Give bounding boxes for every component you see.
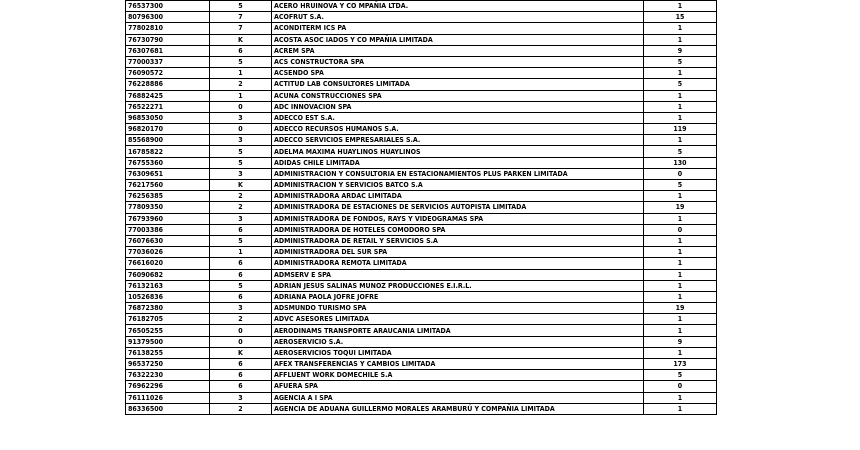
count-cell: 1	[644, 258, 717, 269]
table-row	[126, 235, 717, 246]
check-digit-cell: 1	[210, 90, 272, 101]
rut-cell: 96820170	[126, 124, 210, 135]
check-digit-cell: 2	[210, 191, 272, 202]
check-digit-cell: 2	[210, 314, 272, 325]
count-cell: 9	[644, 336, 717, 347]
rut-cell: 76522271	[126, 101, 210, 112]
rut-cell: 76616020	[126, 258, 210, 269]
table-row	[126, 280, 717, 291]
company-name-cell: ACERO HRUINOVA Y CO MPAÑIA LTDA.	[272, 1, 644, 12]
table-row	[126, 157, 717, 168]
count-cell: 1	[644, 314, 717, 325]
company-name-cell: ADECCO EST S.A.	[272, 112, 644, 123]
table-row	[126, 124, 717, 135]
check-digit-cell: 6	[210, 224, 272, 235]
table-row	[126, 381, 717, 392]
count-cell: 19	[644, 202, 717, 213]
table-row	[126, 291, 717, 302]
rut-cell: 77802810	[126, 23, 210, 34]
check-digit-cell: K	[210, 34, 272, 45]
count-cell: 1	[644, 68, 717, 79]
check-digit-cell: 6	[210, 269, 272, 280]
company-name-cell: ADMINISTRACION Y CONSULTORIA EN ESTACIONAMIENTOS PLUS PARKEN LIMITADA	[272, 168, 644, 179]
rut-cell: 76882425	[126, 90, 210, 101]
table-row	[126, 347, 717, 358]
check-digit-cell: 6	[210, 359, 272, 370]
count-cell: 173	[644, 359, 717, 370]
rut-cell: 77809350	[126, 202, 210, 213]
count-cell: 5	[644, 370, 717, 381]
table-row	[126, 45, 717, 56]
count-cell: 5	[644, 146, 717, 157]
table-row	[126, 213, 717, 224]
check-digit-cell: 6	[210, 381, 272, 392]
check-digit-cell: K	[210, 180, 272, 191]
check-digit-cell: 2	[210, 202, 272, 213]
count-cell: 15	[644, 12, 717, 23]
company-name-cell: ADRIAN JESUS SALINAS MUNOZ PRODUCCIONES E.I.R.L.	[272, 280, 644, 291]
table-row	[126, 269, 717, 280]
count-cell: 9	[644, 45, 717, 56]
rut-cell: 91379500	[126, 336, 210, 347]
count-cell: 1	[644, 392, 717, 403]
company-name-cell: ADC INNOVACION SPA	[272, 101, 644, 112]
rut-cell: 76090572	[126, 68, 210, 79]
company-name-cell: ACUNA CONSTRUCCIONES SPA	[272, 90, 644, 101]
check-digit-cell: 2	[210, 403, 272, 414]
table-row	[126, 224, 717, 235]
check-digit-cell: 5	[210, 1, 272, 12]
check-digit-cell: K	[210, 347, 272, 358]
company-name-cell: ADMSERV E SPA	[272, 269, 644, 280]
rut-cell: 96537250	[126, 359, 210, 370]
table-row	[126, 336, 717, 347]
count-cell: 0	[644, 224, 717, 235]
company-name-cell: ADMINISTRADORA DE RETAIL Y SERVICIOS S.A	[272, 235, 644, 246]
table-row	[126, 403, 717, 414]
count-cell: 5	[644, 180, 717, 191]
company-name-cell: ADVC ASESORES LIMITADA	[272, 314, 644, 325]
count-cell: 1	[644, 269, 717, 280]
company-name-cell: ADMINISTRADORA DE ESTACIONES DE SERVICIOS AUTOPISTA LIMITADA	[272, 202, 644, 213]
rut-cell: 76138255	[126, 347, 210, 358]
company-name-cell: ADMINISTRADORA REMOTA LIMITADA	[272, 258, 644, 269]
check-digit-cell: 3	[210, 213, 272, 224]
company-name-cell: ADMINISTRADORA DE FONDOS, RAYS Y VIDEOGRAMAS SPA	[272, 213, 644, 224]
company-name-cell: ADMINISTRADORA DE HOTELES COMODORO SPA	[272, 224, 644, 235]
rut-cell: 76537300	[126, 1, 210, 12]
table-row	[126, 146, 717, 157]
rut-cell: 77000337	[126, 56, 210, 67]
rut-cell: 76322230	[126, 370, 210, 381]
company-name-cell: AFFLUENT WORK DOMECHILE S.A	[272, 370, 644, 381]
rut-cell: 76962296	[126, 381, 210, 392]
count-cell: 1	[644, 213, 717, 224]
check-digit-cell: 5	[210, 56, 272, 67]
check-digit-cell: 6	[210, 258, 272, 269]
rut-cell: 76228886	[126, 79, 210, 90]
check-digit-cell: 6	[210, 370, 272, 381]
company-name-cell: ADMINISTRACION Y SERVICIOS BATCO S.A	[272, 180, 644, 191]
rut-cell: 85568900	[126, 135, 210, 146]
count-cell: 1	[644, 101, 717, 112]
company-name-cell: AEROSERVICIOS TOQUI LIMITADA	[272, 347, 644, 358]
count-cell: 1	[644, 90, 717, 101]
table-row	[126, 359, 717, 370]
count-cell: 0	[644, 381, 717, 392]
check-digit-cell: 1	[210, 247, 272, 258]
company-name-cell: ACOSTA ASOC IADOS Y CO MPAÑIA LIMITADA	[272, 34, 644, 45]
table-row	[126, 12, 717, 23]
check-digit-cell: 3	[210, 168, 272, 179]
table-row	[126, 202, 717, 213]
company-name-cell: AGENCIA A I SPA	[272, 392, 644, 403]
company-name-cell: AEROSERVICIO S.A.	[272, 336, 644, 347]
rut-cell: 76307681	[126, 45, 210, 56]
company-name-cell: ACS CONSTRUCTORA SPA	[272, 56, 644, 67]
table-row	[126, 1, 717, 12]
check-digit-cell: 3	[210, 392, 272, 403]
count-cell: 1	[644, 325, 717, 336]
rut-cell: 10526836	[126, 291, 210, 302]
table-row	[126, 180, 717, 191]
table-row	[126, 191, 717, 202]
count-cell: 0	[644, 168, 717, 179]
check-digit-cell: 7	[210, 23, 272, 34]
rut-cell: 80796300	[126, 12, 210, 23]
check-digit-cell: 3	[210, 135, 272, 146]
company-name-cell: ADELMA MAXIMA HUAYLINOS HUAYLINOS	[272, 146, 644, 157]
company-name-cell: AGENCIA DE ADUANA GUILLERMO MORALES ARAMBURÚ Y COMPAÑIA LIMITADA	[272, 403, 644, 414]
table-row	[126, 135, 717, 146]
count-cell: 1	[644, 135, 717, 146]
company-name-cell: ADSMUNDO TURISMO SPA	[272, 303, 644, 314]
rut-cell: 76256385	[126, 191, 210, 202]
company-name-cell: ADRIANA PAOLA JOFRE JOFRE	[272, 291, 644, 302]
company-name-cell: AERODINAMS TRANSPORTE ARAUCANIA LIMITADA	[272, 325, 644, 336]
company-name-cell: ACOFRUT S.A.	[272, 12, 644, 23]
company-name-cell: ADIDAS CHILE LIMITADA	[272, 157, 644, 168]
count-cell: 1	[644, 347, 717, 358]
table-row	[126, 79, 717, 90]
rut-cell: 76755360	[126, 157, 210, 168]
check-digit-cell: 0	[210, 101, 272, 112]
company-name-cell: ACONDITERM ICS PA	[272, 23, 644, 34]
check-digit-cell: 1	[210, 68, 272, 79]
company-name-cell: ACTITUD LAB CONSULTORES LIMITADA	[272, 79, 644, 90]
rut-cell: 76505255	[126, 325, 210, 336]
rut-cell: 86336500	[126, 403, 210, 414]
count-cell: 1	[644, 34, 717, 45]
count-cell: 1	[644, 247, 717, 258]
table-row	[126, 247, 717, 258]
check-digit-cell: 7	[210, 12, 272, 23]
table-row	[126, 325, 717, 336]
table-row	[126, 370, 717, 381]
check-digit-cell: 0	[210, 124, 272, 135]
check-digit-cell: 0	[210, 336, 272, 347]
check-digit-cell: 5	[210, 157, 272, 168]
table-row	[126, 56, 717, 67]
table-body	[126, 1, 717, 415]
rut-cell: 76182705	[126, 314, 210, 325]
company-table	[125, 0, 717, 415]
check-digit-cell: 5	[210, 280, 272, 291]
rut-cell: 77036026	[126, 247, 210, 258]
company-name-cell: ADMINISTRADORA DEL SUR SPA	[272, 247, 644, 258]
count-cell: 1	[644, 403, 717, 414]
rut-cell: 96853050	[126, 112, 210, 123]
count-cell: 5	[644, 79, 717, 90]
rut-cell: 76872380	[126, 303, 210, 314]
company-name-cell: ADECCO SERVICIOS EMPRESARIALES S.A.	[272, 135, 644, 146]
rut-cell: 76730790	[126, 34, 210, 45]
count-cell: 1	[644, 291, 717, 302]
rut-cell: 76309651	[126, 168, 210, 179]
company-name-cell: AFUERA SPA	[272, 381, 644, 392]
count-cell: 1	[644, 280, 717, 291]
spreadsheet	[125, 0, 716, 415]
rut-cell: 76793960	[126, 213, 210, 224]
count-cell: 5	[644, 56, 717, 67]
company-name-cell: ACREM SPA	[272, 45, 644, 56]
rut-cell: 76090682	[126, 269, 210, 280]
check-digit-cell: 3	[210, 303, 272, 314]
count-cell: 1	[644, 112, 717, 123]
count-cell: 1	[644, 1, 717, 12]
rut-cell: 76217560	[126, 180, 210, 191]
company-name-cell: ACSENDO SPA	[272, 68, 644, 79]
table-row	[126, 23, 717, 34]
table-row	[126, 168, 717, 179]
table-row	[126, 314, 717, 325]
rut-cell: 76132163	[126, 280, 210, 291]
table-row	[126, 101, 717, 112]
company-name-cell: AFEX TRANSFERENCIAS Y CAMBIOS LIMITADA	[272, 359, 644, 370]
table-row	[126, 34, 717, 45]
check-digit-cell: 2	[210, 79, 272, 90]
company-name-cell: ADECCO RECURSOS HUMANOS S.A.	[272, 124, 644, 135]
table-row	[126, 68, 717, 79]
check-digit-cell: 5	[210, 146, 272, 157]
check-digit-cell: 5	[210, 235, 272, 246]
check-digit-cell: 6	[210, 291, 272, 302]
table-row	[126, 392, 717, 403]
rut-cell: 76076630	[126, 235, 210, 246]
count-cell: 130	[644, 157, 717, 168]
table-row	[126, 303, 717, 314]
count-cell: 119	[644, 124, 717, 135]
table-row	[126, 90, 717, 101]
count-cell: 1	[644, 191, 717, 202]
count-cell: 19	[644, 303, 717, 314]
count-cell: 1	[644, 23, 717, 34]
table-row	[126, 258, 717, 269]
check-digit-cell: 3	[210, 112, 272, 123]
rut-cell: 77003386	[126, 224, 210, 235]
company-name-cell: ADMINISTRADORA ARDAC LIMITADA	[272, 191, 644, 202]
check-digit-cell: 6	[210, 45, 272, 56]
count-cell: 1	[644, 235, 717, 246]
rut-cell: 16785822	[126, 146, 210, 157]
check-digit-cell: 0	[210, 325, 272, 336]
rut-cell: 76111026	[126, 392, 210, 403]
table-row	[126, 112, 717, 123]
